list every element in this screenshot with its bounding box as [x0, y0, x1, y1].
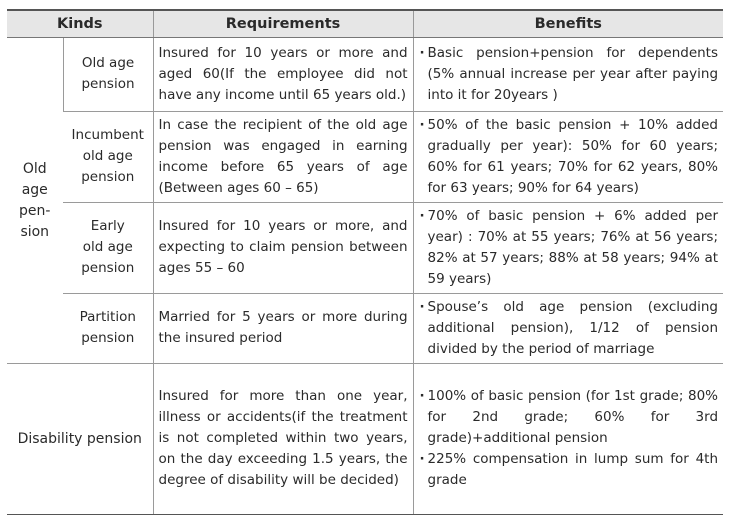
- benefit-item: · Basic pension+pension for dependents (5% annual increase per year after paying into it for 20years ): [419, 43, 719, 106]
- header-row: [7, 10, 723, 38]
- kind-line: old age: [82, 239, 133, 255]
- benefits-cell: [413, 38, 723, 112]
- benefits-cell: [413, 203, 723, 294]
- table-row: [7, 112, 723, 203]
- header-kinds: Kinds: [7, 10, 153, 38]
- table-row: [7, 203, 723, 294]
- header-benefits: Benefits: [413, 10, 723, 38]
- requirements-cell: Insured for 10 years or more and aged 60(If the employee did not have any income until 65 years old.): [153, 38, 413, 112]
- benefits-cell: [413, 112, 723, 203]
- benefits-cell: [413, 364, 723, 515]
- kind-line: Incumbent: [71, 127, 144, 143]
- kind-line: pension: [81, 260, 135, 276]
- old-age-group-label: [7, 38, 63, 364]
- kind-line: Partition: [79, 309, 136, 325]
- requirements-cell: Insured for 10 years or more, and expecting to claim pension between ages 55 – 60: [153, 203, 413, 294]
- kind-line: pension: [81, 169, 135, 185]
- kind-old-age-pension: [63, 38, 153, 112]
- benefits-cell: [413, 294, 723, 364]
- requirements-cell: Insured for more than one year, illness or accidents(if the treatment is not completed within two years, on the day exceeding 1.5 years, the degree of disability will be decided): [153, 364, 413, 515]
- kind-line: Early: [90, 218, 125, 234]
- benefit-item: · 225% compensation in lump sum for 4th grade: [419, 449, 719, 491]
- kind-early-old-age-pension: [63, 203, 153, 294]
- table-row: [7, 38, 723, 112]
- requirements-cell: In case the recipient of the old age pension was engaged in earning income before 65 years of age (Between ages 60 – 65): [153, 112, 413, 203]
- benefit-item: · 50% of the basic pension + 10% added gradually per year): 50% for 60 years; 60% for 61 years; 70% for 62 years, 80% for 63 years; 90% for 64 years): [419, 115, 719, 199]
- kind-disability-pension: Disability pension: [7, 364, 153, 515]
- old-age-label-line: Old: [22, 160, 47, 177]
- benefit-item: · 70% of basic pension + 6% added per year) : 70% at 55 years; 76% at 56 years; 82% at 57 years; 88% at 58 years; 94% at 59 years): [419, 206, 719, 290]
- header-requirements: Requirements: [153, 10, 413, 38]
- pension-table: [7, 9, 723, 515]
- benefit-item: · 100% of basic pension (for 1st grade; 80% for 2nd grade; 60% for 3rd grade)+additional pension: [419, 386, 719, 449]
- table-row: [7, 364, 723, 515]
- kind-incumbent-old-age-pension: [63, 112, 153, 203]
- kind-line: old age: [82, 148, 133, 164]
- table-row: [7, 294, 723, 364]
- old-age-label-line: pen-: [19, 202, 51, 219]
- benefit-item: · Spouse’s old age pension (excluding additional pension), 1/12 of pension divided by the period of marriage: [419, 297, 719, 360]
- requirements-cell: Married for 5 years or more during the insured period: [153, 294, 413, 364]
- old-age-label-line: age: [21, 181, 48, 198]
- old-age-label-line: sion: [20, 223, 50, 240]
- kind-line: pension: [81, 76, 135, 92]
- kind-line: pension: [81, 330, 135, 346]
- kind-partition-pension: [63, 294, 153, 364]
- kind-line: Old age: [81, 55, 135, 71]
